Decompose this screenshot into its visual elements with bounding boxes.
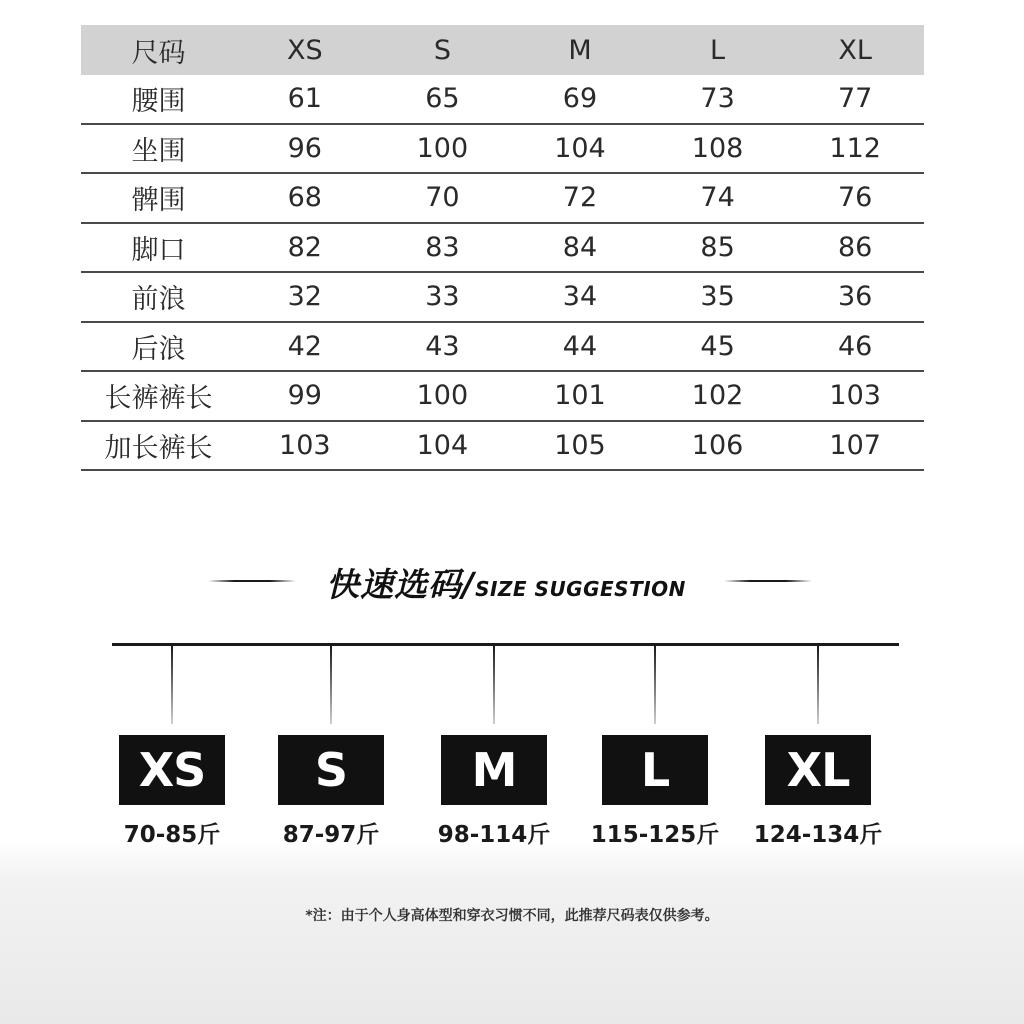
table-cell: 100 bbox=[416, 132, 469, 164]
suggestion-item-xl bbox=[733, 646, 903, 856]
header-cell: 尺码 bbox=[131, 37, 186, 69]
table-row bbox=[81, 273, 924, 323]
table-cell: 34 bbox=[562, 281, 598, 313]
connector-line bbox=[654, 646, 656, 724]
row-label: 脚口 bbox=[131, 234, 186, 266]
table-cell: 44 bbox=[562, 330, 598, 362]
table-cell: 84 bbox=[562, 231, 598, 263]
table-cell: 103 bbox=[829, 380, 881, 412]
header-cell: S bbox=[433, 34, 451, 66]
size-badge: L bbox=[602, 735, 708, 805]
table-row bbox=[81, 323, 924, 373]
table-cell: 103 bbox=[279, 429, 331, 461]
section-title-cn: 快速选码 bbox=[326, 565, 462, 604]
table-row bbox=[81, 372, 924, 422]
table-cell: 35 bbox=[700, 281, 735, 313]
table-cell: 32 bbox=[287, 281, 322, 313]
table-cell: 104 bbox=[416, 429, 469, 461]
table-row bbox=[81, 75, 924, 125]
table-cell: 43 bbox=[425, 330, 460, 362]
table-cell: 106 bbox=[691, 429, 744, 461]
size-badge: S bbox=[278, 735, 384, 805]
connector-line bbox=[493, 646, 495, 724]
suggestion-item-l bbox=[570, 646, 740, 856]
table-cell: 46 bbox=[837, 330, 873, 362]
table-row bbox=[81, 422, 924, 472]
row-label: 后浪 bbox=[131, 333, 186, 365]
size-badge: XL bbox=[765, 735, 871, 805]
table-row bbox=[81, 125, 924, 175]
table-cell: 82 bbox=[287, 231, 322, 263]
table-cell: 104 bbox=[554, 132, 606, 164]
weight-range: 115-125斤 bbox=[590, 822, 720, 848]
table-cell: 72 bbox=[562, 182, 598, 214]
table-cell: 102 bbox=[691, 380, 744, 412]
header-cell: L bbox=[710, 34, 726, 66]
table-cell: 45 bbox=[700, 330, 735, 362]
table-cell: 99 bbox=[287, 380, 322, 412]
row-label: 前浪 bbox=[131, 284, 186, 316]
table-cell: 73 bbox=[700, 83, 735, 115]
table-cell: 36 bbox=[837, 281, 873, 313]
section-title bbox=[326, 559, 686, 606]
size-badge: M bbox=[441, 735, 547, 805]
suggestion-item-m bbox=[409, 646, 579, 856]
table-cell: 42 bbox=[287, 330, 322, 362]
weight-range: 124-134斤 bbox=[753, 822, 883, 848]
table-cell: 69 bbox=[562, 83, 598, 115]
section-title-separator: / bbox=[462, 565, 476, 604]
row-label: 坐围 bbox=[131, 135, 186, 167]
table-cell: 76 bbox=[837, 182, 873, 214]
table-cell: 100 bbox=[416, 380, 469, 412]
table-cell: 86 bbox=[837, 231, 873, 263]
row-label: 髀围 bbox=[131, 185, 186, 217]
connector-line bbox=[817, 646, 819, 724]
header-cell: XS bbox=[286, 34, 323, 66]
table-cell: 77 bbox=[837, 83, 873, 115]
header-cell: XL bbox=[838, 34, 872, 66]
size-badge: XS bbox=[119, 735, 225, 805]
row-label: 长裤裤长 bbox=[104, 383, 213, 415]
title-divider-left bbox=[208, 580, 296, 582]
weight-range: 98-114斤 bbox=[437, 822, 551, 848]
suggestion-item-s bbox=[246, 646, 416, 856]
row-label: 加长裤长 bbox=[104, 432, 213, 464]
disclaimer-note: *注：由于个人身高体型和穿衣习惯不同，此推荐尺码表仅供参考。 bbox=[305, 908, 719, 924]
connector-line bbox=[330, 646, 332, 724]
header-cell: M bbox=[568, 34, 592, 66]
table-cell: 70 bbox=[425, 182, 460, 214]
table-cell: 68 bbox=[287, 182, 322, 214]
table-cell: 108 bbox=[691, 132, 744, 164]
table-cell: 105 bbox=[554, 429, 606, 461]
table-cell: 96 bbox=[287, 132, 322, 164]
table-cell: 74 bbox=[700, 182, 735, 214]
table-cell: 65 bbox=[425, 83, 460, 115]
weight-range: 70-85斤 bbox=[123, 822, 221, 848]
title-divider-right bbox=[724, 580, 812, 582]
table-cell: 33 bbox=[425, 281, 460, 313]
connector-line bbox=[171, 646, 173, 724]
size-table bbox=[81, 25, 924, 471]
table-cell: 85 bbox=[700, 231, 735, 263]
table-row bbox=[81, 224, 924, 274]
table-cell: 101 bbox=[554, 380, 606, 412]
table-cell: 83 bbox=[425, 231, 460, 263]
table-cell: 112 bbox=[829, 132, 881, 164]
row-label: 腰围 bbox=[131, 86, 186, 118]
suggestion-item-xs bbox=[87, 646, 257, 856]
table-cell: 61 bbox=[287, 83, 322, 115]
table-cell: 107 bbox=[829, 429, 881, 461]
size-suggestion-heading bbox=[0, 555, 1024, 605]
weight-range: 87-97斤 bbox=[282, 822, 380, 848]
table-row bbox=[81, 174, 924, 224]
table-header-row bbox=[81, 25, 924, 75]
section-title-en: SIZE SUGGESTION bbox=[475, 577, 686, 601]
